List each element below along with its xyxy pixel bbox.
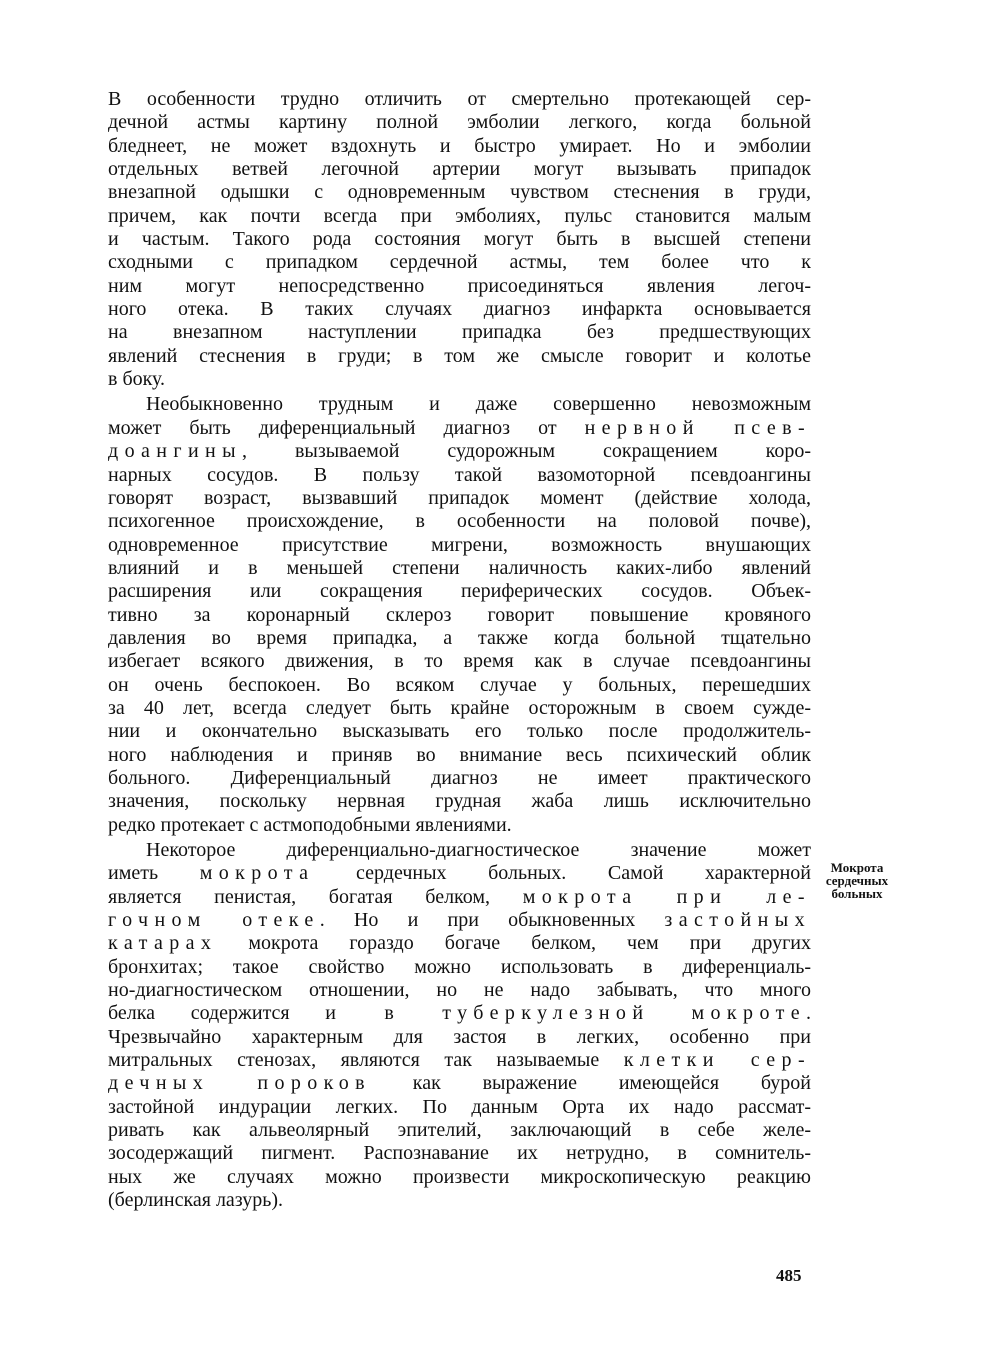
text-fragment: . [806, 1002, 811, 1025]
text-line [108, 1002, 811, 1025]
margin-note-line: Мокрота [830, 860, 884, 875]
text-fragment: . Но и при обыкновенных [319, 909, 665, 932]
text-line: редко протекает с астмоподобными явлениями. [108, 813, 512, 836]
text-line: он очень беспокоен. Во всяком случае у больных, перешедших [108, 673, 811, 696]
margin-note-line: сердечных [825, 873, 889, 888]
text-line: избегает всякого движения, в то время как в случае псевдоангины [108, 650, 811, 673]
spaced-term: катарах [108, 932, 218, 955]
text-line: одновременное присутствие мигрени, возможность внушающих [108, 533, 811, 556]
paragraph-embolism [108, 88, 811, 391]
text-line: но-диагностическом отношении, но не надо забывать, что много [108, 979, 811, 1002]
text-line [108, 886, 811, 909]
text-line [108, 1072, 811, 1095]
spaced-term: дечных пороков [108, 1072, 371, 1095]
text-line: влияний и в меньшей степени наличность каких-либо явлений [108, 556, 811, 579]
text-line: бледнеет, не может вздохнуть и быстро умирает. Но и эмболии [108, 134, 811, 157]
text-line: давления во время припадка, а также когда больной тщательно [108, 626, 811, 649]
text-line: ного отека. В таких случаях диагноз инфаркта основывается [108, 298, 811, 321]
text-line: внезапной одышки с одновременным чувством стеснения в груди, [108, 181, 811, 204]
text-line: психогенное происхождение, в особенности на половой почве), [108, 510, 811, 533]
text-fragment: может быть диференциальный диагноз от [108, 416, 585, 439]
text-fragment: сердечных больных. Самой характерной [314, 862, 811, 885]
text-line: застойной индурации легких. По данным Орта их надо рассмат- [108, 1095, 811, 1118]
spaced-term: гочном отеке [108, 909, 320, 932]
text-line: за 40 лет, всегда следует быть крайне осторожным в своем сужде- [108, 696, 811, 719]
spaced-term: застойных [664, 909, 811, 932]
text-line: бронхитах; такое свойство можно использовать в диференциаль- [108, 955, 811, 978]
spaced-term: мокрота [199, 862, 315, 885]
text-line: на внезапном наступлении припадка без предшествующих [108, 321, 811, 344]
text-line: говорят возраст, вызвавший припадок момент (действие холода, [108, 486, 811, 509]
text-line: ривать как альвеолярный эпителий, заключающий в себе желе- [108, 1119, 811, 1142]
text-line [108, 1049, 811, 1072]
margin-note-line: больных [831, 886, 883, 901]
spaced-term: клетки сер- [623, 1049, 812, 1072]
text-line: отдельных ветвей легочной артерии могут вызывать припадок [108, 158, 811, 181]
text-line: сходными с припадком сердечной астмы, тем более что к [108, 251, 811, 274]
text-line: ных же случаях можно произвести микроскопическую реакцию [108, 1165, 811, 1188]
text-line [108, 862, 811, 885]
spaced-term: нервной псев- [584, 416, 811, 439]
text-line: Чрезвычайно характерным для застоя в легких, особенно при [108, 1025, 811, 1048]
main-text [108, 88, 811, 1213]
text-line: дечной астмы картину полной эмболии легкого, когда больной [108, 111, 811, 134]
text-line: Необыкновенно трудным и даже совершенно невозможным [146, 393, 811, 416]
text-fragment: митральных стенозах, являются так называемые [108, 1049, 624, 1072]
text-line: тивно за коронарный склероз говорит повышение кровяного [108, 603, 811, 626]
text-line: расширения или сокращения периферических сосудов. Объек- [108, 580, 811, 603]
text-line [108, 909, 811, 932]
text-line: значения, поскольку нервная грудная жаба лишь исключительно [108, 790, 811, 813]
text-line: зосодержащий пигмент. Распознавание их нетрудно, в сомнитель- [108, 1142, 811, 1165]
text-line [108, 440, 811, 463]
text-fragment: белка содержится [108, 1002, 326, 1025]
margin-note [812, 861, 902, 900]
text-line: явлений стеснения в груди; в том же смысле говорит и колотье [108, 344, 811, 367]
spaced-term: доангины [108, 440, 243, 463]
text-line: нии и окончательно высказывать его только после продолжитель- [108, 720, 811, 743]
text-fragment: , вызываемой судорожным сокращением коро- [242, 440, 811, 463]
page-number: 485 [776, 1266, 802, 1285]
spaced-term: мокрота при ле- [522, 885, 811, 908]
text-fragment: мокрота гораздо богаче белком, чем при других [217, 932, 811, 955]
text-line: в боку. [108, 368, 166, 391]
text-fragment: как выражение имеющейся бурой [371, 1072, 811, 1095]
paragraph-sputum [108, 839, 811, 1213]
text-line [108, 932, 811, 955]
text-line: (берлинская лазурь). [108, 1189, 284, 1212]
spaced-term: и в туберкулезной мокроте [325, 1002, 806, 1025]
text-line: и частым. Такого рода состояния могут быть в высшей степени [108, 228, 811, 251]
text-line: ним могут непосредственно присоединяться явления легоч- [108, 274, 811, 297]
text-line: В особенности трудно отличить от смертельно протекающей сер- [108, 88, 811, 110]
text-line [108, 417, 811, 440]
text-fragment: иметь [108, 862, 200, 885]
text-line: нарных сосудов. В пользу такой вазомоторной псевдоангины [108, 463, 811, 486]
text-fragment: является пенистая, богатая белком, [108, 885, 523, 908]
text-line: Некоторое диференциально-диагностическое значение может [146, 839, 811, 861]
text-line: ного наблюдения и приняв во внимание весь психический облик [108, 743, 811, 766]
text-line: больного. Диференциальный диагноз не имеет практического [108, 766, 811, 789]
paragraph-pseudoangina [108, 393, 811, 837]
text-line: причем, как почти всегда при эмболиях, пульс становится малым [108, 204, 811, 227]
